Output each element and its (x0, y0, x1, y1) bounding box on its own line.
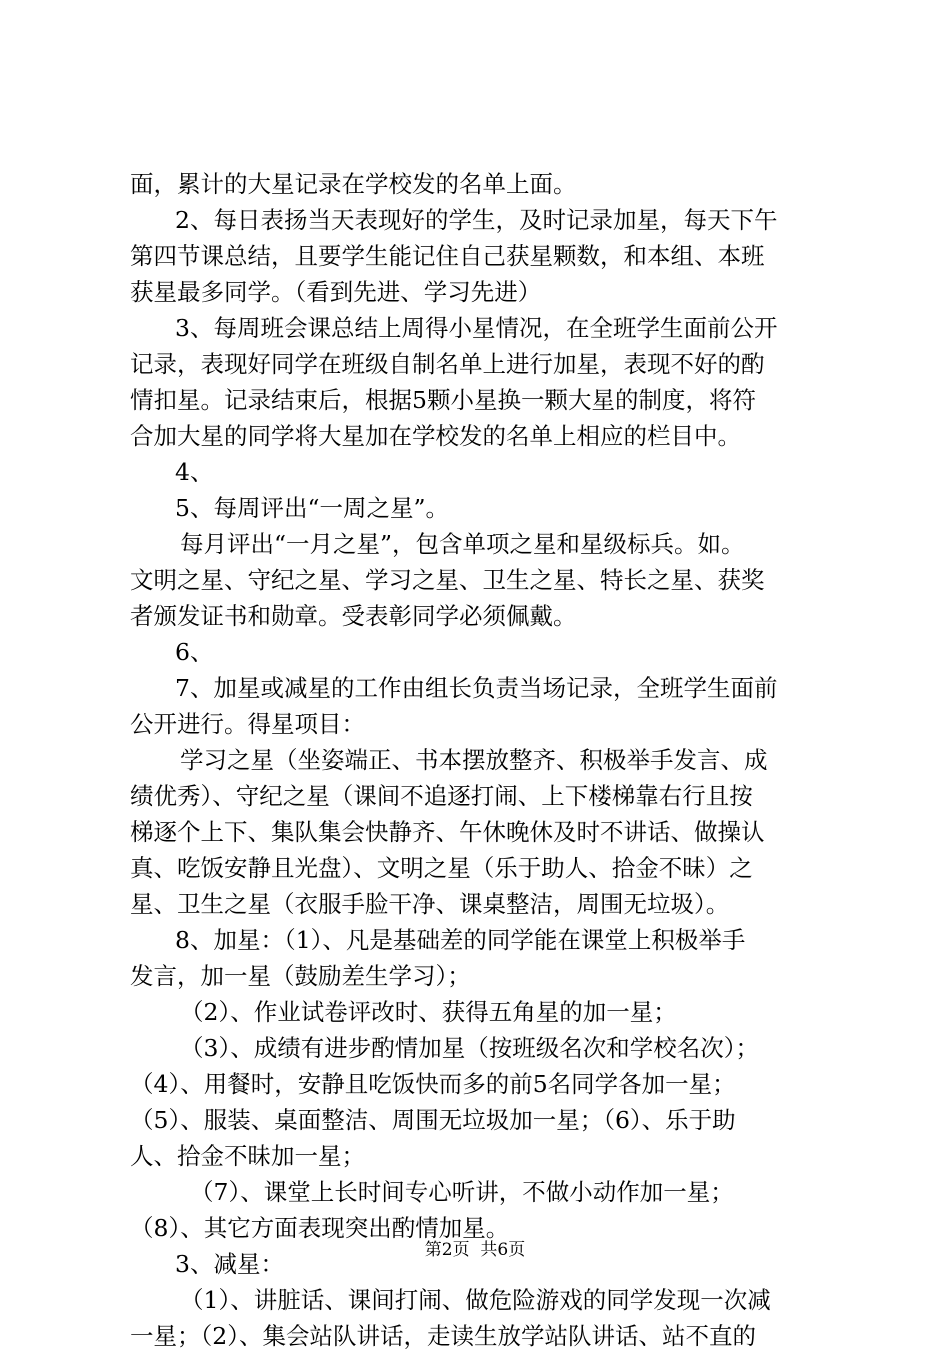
text-line: 梯逐个上下、集队集会快静齐、午休晚休及时不讲话、做操认 (130, 818, 765, 846)
text-line: 学习之星（坐姿端正、书本摆放整齐、积极举手发言、成 (180, 746, 768, 774)
text-line: （3）、成绩有进步酌情加星（按班级名次和学校名次）； (180, 1034, 759, 1062)
text-line: 4、 (175, 458, 214, 486)
text-line: 7、加星或减星的工作由组长负责当场记录，全班学生面前 (175, 674, 778, 702)
text-line: 星、卫生之星（衣服手脸干净、课桌整洁，周围无垃圾）。 (130, 890, 730, 918)
text-line: （4）、用餐时，安静且吃饭快而多的前5名同学各加一星； (130, 1070, 736, 1098)
page-number-footer: 第2页 共6页 (424, 1240, 526, 1260)
text-line: 真、吃饭安静且光盘）、文明之星（乐于助人、拾金不昧）之 (130, 854, 753, 882)
text-line: （7）、课堂上长时间专心听讲，不做小动作加一星； (190, 1178, 734, 1206)
text-line: 面，累计的大星记录在学校发的名单上面。 (130, 170, 577, 198)
text-line: 一星；（2）、集会站队讲话，走读生放学站队讲话、站不直的 (130, 1322, 756, 1350)
text-line: 文明之星、守纪之星、学习之星、卫生之星、特长之星、获奖 (130, 566, 765, 594)
text-line: （8）、其它方面表现突出酌情加星。 (130, 1214, 510, 1242)
text-line: 2、每日表扬当天表现好的学生，及时记录加星，每天下午 (175, 206, 778, 234)
text-line: （5）、服装、桌面整洁、周围无垃圾加一星；（6）、乐于助 (130, 1106, 736, 1134)
text-line: 第四节课总结，且要学生能记住自己获星颗数，和本组、本班 (130, 242, 765, 270)
text-line: 每月评出“一月之星”，包含单项之星和星级标兵。如。 (180, 530, 745, 558)
text-line: 3、减星： (175, 1250, 284, 1278)
text-line: 获星最多同学。（看到先进、学习先进） (130, 278, 542, 306)
text-line: 5、每周评出“一周之星”。 (175, 494, 449, 522)
text-line: 公开进行。得星项目： (130, 710, 365, 738)
text-line: 3、每周班会课总结上周得小星情况，在全班学生面前公开 (175, 314, 778, 342)
text-line: （2）、作业试卷评改时、获得五角星的加一星； (180, 998, 677, 1026)
text-line: 发言，加一星（鼓励差生学习）； (130, 962, 471, 990)
text-line: （1）、讲脏话、课间打闹、做危险游戏的同学发现一次减 (180, 1286, 771, 1314)
text-line: 情扣星。记录结束后，根据5颗小星换一颗大星的制度，将符 (130, 386, 756, 414)
text-line: 6、 (175, 638, 214, 666)
text-line: 者颁发证书和勋章。受表彰同学必须佩戴。 (130, 602, 577, 630)
text-line: 合加大星的同学将大星加在学校发的名单上相应的栏目中。 (130, 422, 741, 450)
text-line: 绩优秀）、守纪之星（课间不追逐打闹、上下楼梯靠右行且按 (130, 782, 753, 810)
text-line: 人、拾金不昧加一星； (130, 1142, 365, 1170)
text-line: 8、加星：（1）、凡是基础差的同学能在课堂上积极举手 (175, 926, 746, 954)
text-line: 记录，表现好同学在班级自制名单上进行加星，表现不好的酌 (130, 350, 765, 378)
